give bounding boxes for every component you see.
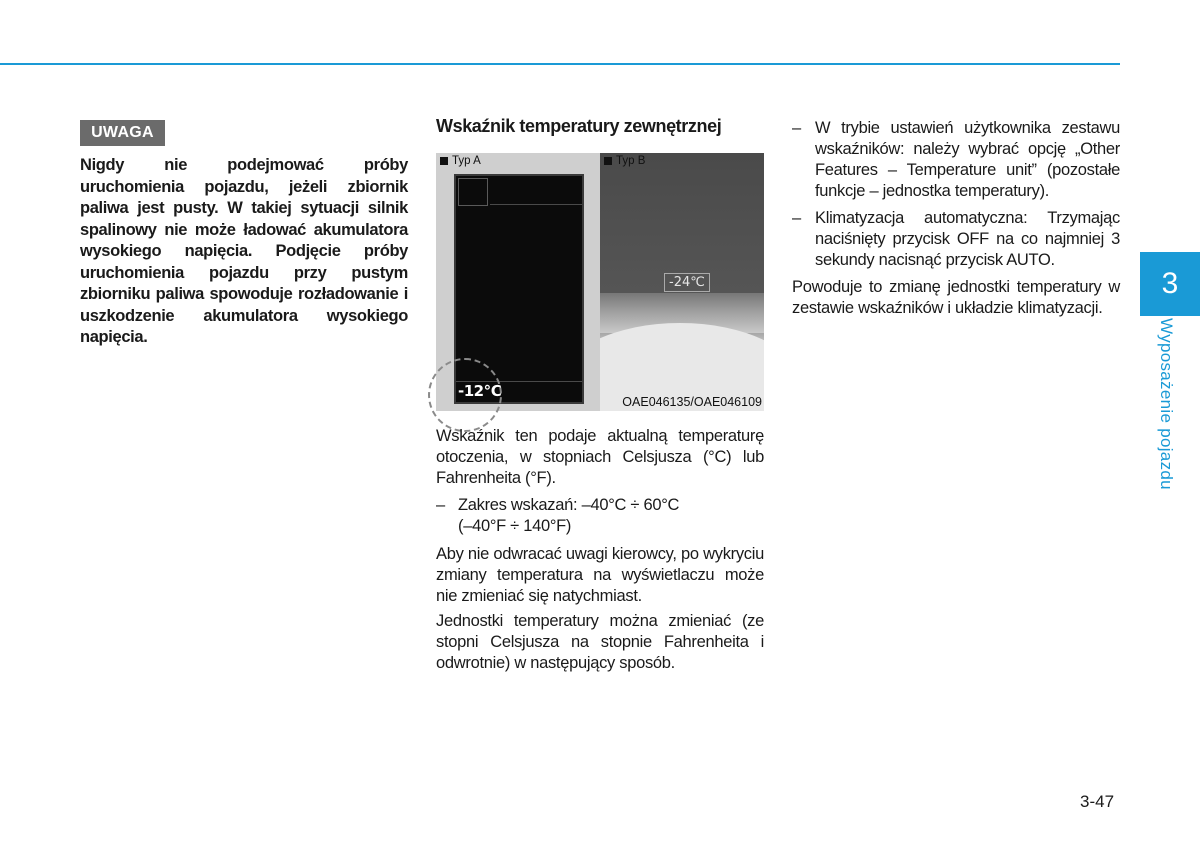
display-box [458,178,488,206]
dash-bullet: – [792,119,801,137]
figure-caption: OAE046135/OAE046109 [622,395,762,409]
list-item [792,118,1120,202]
list-item [792,208,1120,271]
dash-bullet: – [436,496,445,514]
warning-text: Nigdy nie podejmować próby uruchomienia pojazdu, jeżeli zbiornik paliwa jest pusty. W takiej sytuacji silnik spalinowy nie może ładować akumulatora wysokiego napięcia. Podjęcie próby uruchomienia pojazdu przy pustym zbiorniku paliwa spowoduje rozładowanie i uszkodzenie akumulatora wysokiego napięcia. [80,156,408,346]
figure-label-b-text: Typ B [616,155,646,167]
paragraph-result: Powoduje to zmianę jednostki temperatury w zestawie wskaźników i układzie klimatyzacji. [792,278,1120,317]
chapter-title: Wyposażenie pojazdu [1157,318,1176,490]
temperature-readout-a: -12℃ [458,382,502,400]
figure-label-a-text: Typ A [452,155,481,167]
display-type-b [600,153,764,411]
list-item-text: W trybie ustawień użytkownika zestawu wskaźników: należy wybrać opcję „Other Features – Temperature unit” (pozostałe funkcje – jednostka temperatury). [815,119,1120,200]
chapter-tab: 3 [1140,252,1200,316]
paragraph-intro: Wskaźnik ten podaje aktualną temperaturę otoczenia, w stopniach Celsjusza (°C) lub Fahrenheita (°F). [436,427,764,487]
temperature-readout-b: -24℃ [664,273,710,292]
dash-bullet: – [792,209,801,227]
paragraph-units: Jednostki temperatury można zmieniać (ze stopni Celsjusza na stopnie Fahrenheita i odwrotnie) w następujący sposób. [436,612,764,672]
display-type-a [454,174,584,404]
range-item [436,495,764,537]
range-line-2: (–40°F ÷ 140°F) [458,517,572,535]
section-heading: Wskaźnik temperatury zewnętrznej [436,116,722,136]
display-line [490,204,582,205]
figure-label-b [604,155,645,167]
warning-badge: UWAGA [80,120,165,146]
paragraph-delay: Aby nie odwracać uwagi kierowcy, po wykryciu zmiany temperatura na wyświetlaczu może nie zmieniać się natychmiast. [436,545,764,605]
figure-label-a [440,155,481,167]
square-bullet-icon [440,157,448,165]
range-text [458,495,764,537]
temperature-figure [436,153,764,411]
range-line-1: Zakres wskazań: –40°C ÷ 60°C [458,496,680,514]
top-divider [0,63,1120,65]
square-bullet-icon [604,157,612,165]
page-number: 3-47 [1080,792,1115,811]
list-item-text: Klimatyzacja automatyczna: Trzymając naciśnięty przycisk OFF na co najmniej 3 sekundy nacisnąć przycisk AUTO. [815,209,1120,269]
